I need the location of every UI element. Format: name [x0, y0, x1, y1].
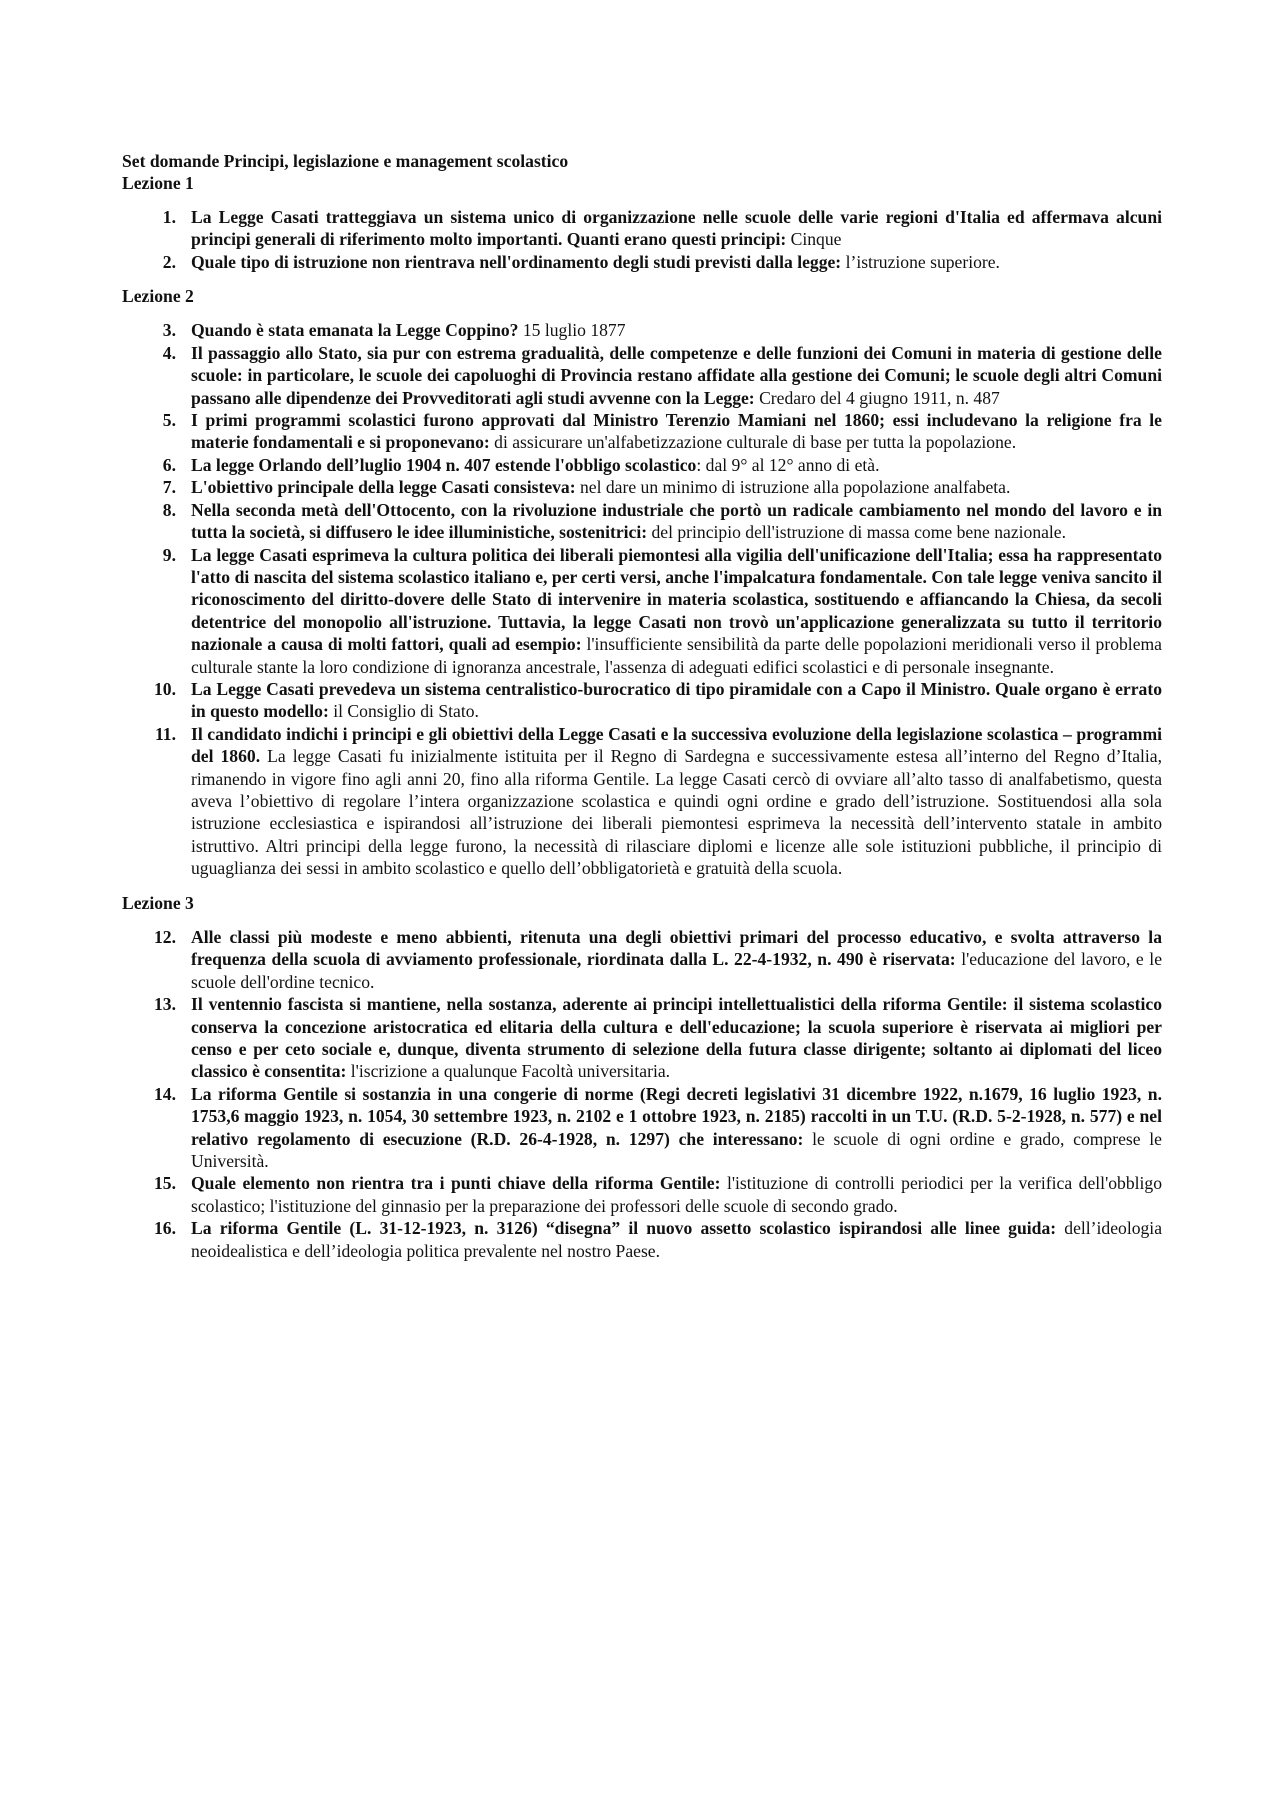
question-number: 9.: [162, 544, 176, 565]
question-number: 12.: [154, 927, 176, 947]
lesson-heading: Lezione 1: [122, 173, 194, 194]
question-text: La legge Casati esprimeva la cultura politica dei liberali piemontesi alla vigilia dell'unificazione dell'Italia; essa ha rappresentato l'atto di nascita del sistema scolastico italiano e, per certi versi, anche l'impalcatura fondamentale. Con tale legge veniva sancito il riconoscimento del diritto-dovere delle Stato di intervenire in materia scolastica, sostituendo e affiancando la Chiesa, da secoli detentrice del monopolio all'istruzione. Tuttavia, la legge Casati non trovò un'applicazione generalizzata su tutto il territorio nazionale a causa di molti fattori, quali ad esempio:: [191, 544, 1162, 655]
question-number: 3.: [162, 320, 176, 341]
question-text: Il candidato indichi i principi e gli obiettivi della Legge Casati e la successiva evoluzione della legislazione scolastica – programmi del 1860.: [191, 723, 1162, 767]
question-text: Il passaggio allo Stato, sia pur con estrema gradualità, delle competenze e delle funzioni dei Comuni in materia di gestione delle scuole: in particolare, le scuole dei capoluoghi di Provincia restano affidate alla gestione dei Comuni; le scuole degli altri Comuni passano alle dipendenze dei Provveditorati agli studi avvenne con la Legge:: [191, 342, 1162, 408]
question-item: [122, 206, 1162, 251]
question-text: Il ventennio fascista si mantiene, nella sostanza, aderente ai principi intellettualistici della riforma Gentile: il sistema scolastico conserva la concezione aristocratica ed elitaria della cultura e dell'educazione; la scuola superiore è riservata ai migliori per censo e per ceto sociale e, dunque, diventa strumento di selezione della futura classe dirigente; soltanto ai diplomati del liceo classico è consentita:: [191, 994, 1162, 1082]
question-text: Nella seconda metà dell'Ottocento, con la rivoluzione industriale che portò un radicale cambiamento nel mondo del lavoro e in tutta la società, si diffusero le idee illuministiche, sostenitrici:: [191, 499, 1162, 543]
question-item: [122, 544, 1162, 678]
question-number: 8.: [162, 499, 176, 520]
question-number: 14.: [154, 1083, 176, 1104]
question-number: 1.: [162, 206, 176, 227]
question-text: Alle classi più modeste e meno abbienti, ritenuta una degli obiettivi primari del processo educativo, e svolta attraverso la frequenza della scuola di avviamento professionale, riordinata dalla L. 22-4-1932, n. 490 è riservata:: [191, 927, 1162, 970]
question-number: 11.: [154, 723, 176, 744]
question-list: [122, 319, 1162, 879]
question-text: La riforma Gentile si sostanzia in una congerie di norme (Regi decreti legislativi 31 dicembre 1922, n.1679, 16 luglio 1923, n. 1753,6 maggio 1923, n. 1054, 30 settembre 1923, n. 2102 e 1 ottobre 1923, n. 2185) raccolti in un T.U. (R.D. 5-2-1928, n. 577) e nel relativo regolamento di esecuzione (R.D. 26-4-1928, n. 1297) che interessano:: [191, 1083, 1162, 1149]
question-list: [122, 926, 1162, 1262]
question-item: [122, 1172, 1162, 1217]
answer-text: 15 luglio 1877: [518, 320, 626, 341]
answer-text: Cinque: [786, 229, 842, 250]
question-item: [122, 678, 1162, 723]
question-list: [122, 206, 1162, 273]
question-text: La legge Orlando dell’luglio 1904 n. 407 estende l'obbligo scolastico: [191, 454, 697, 475]
question-number: 10.: [154, 678, 176, 699]
question-item: [122, 251, 1162, 273]
question-number: 7.: [162, 477, 176, 498]
question-item: [122, 342, 1162, 409]
question-text: Quale elemento non rientra tra i punti chiave della riforma Gentile:: [191, 1173, 721, 1194]
question-item: [122, 499, 1162, 544]
answer-text: di assicurare un'alfabetizzazione culturale di base per tutta la popolazione.: [489, 432, 1017, 453]
question-text: L'obiettivo principale della legge Casati consisteva:: [191, 477, 576, 498]
question-item: [122, 723, 1162, 880]
question-number: 4.: [162, 342, 176, 363]
question-text: La riforma Gentile (L. 31-12-1923, n. 3126) “disegna” il nuovo assetto scolastico ispirandosi alle linee guida:: [191, 1218, 1057, 1239]
answer-text: : dal 9° al 12° anno di età.: [696, 454, 880, 475]
question-item: [122, 1217, 1162, 1262]
question-number: 13.: [154, 994, 176, 1015]
question-number: 2.: [162, 251, 176, 272]
lesson-heading: Lezione 2: [122, 286, 194, 307]
answer-text: l'educazione del lavoro, e le scuole dell'ordine tecnico.: [191, 949, 1163, 992]
question-item: [122, 926, 1162, 993]
question-number: 5.: [162, 410, 176, 431]
answer-text: l'insufficiente sensibilità da parte delle popolazioni meridionali verso il problema culturale stante la loro condizione di ignoranza ancestrale, l'assenza di adeguati edifici scolastici e di personale insegnante.: [191, 634, 1162, 677]
question-item: [122, 993, 1162, 1083]
answer-text: del principio dell'istruzione di massa come bene nazionale.: [647, 522, 1067, 543]
question-text: Quando è stata emanata la Legge Coppino?: [191, 320, 519, 341]
answer-text: il Consiglio di Stato.: [328, 701, 479, 722]
document-title: Set domande Principi, legislazione e management scolastico: [122, 151, 569, 171]
question-item: [122, 476, 1162, 498]
question-number: 16.: [154, 1218, 176, 1239]
answer-text: le scuole di ogni ordine e grado, comprese le Università.: [191, 1128, 1162, 1172]
answer-text: l'istituzione di controlli periodici per la verifica dell'obbligo scolastico; l'istituzione del ginnasio per la preparazione dei professori delle scuole di secondo grado.: [191, 1173, 1162, 1216]
question-text: I primi programmi scolastici furono approvati dal Ministro Terenzio Mamiani nel 1860; essi includevano la religione fra le materie fondamentali e si proponevano:: [191, 410, 1162, 453]
answer-text: dell’ideologia neoidealistica e dell’ideologia politica prevalente nel nostro Paese.: [191, 1218, 1163, 1261]
question-text: La Legge Casati tratteggiava un sistema unico di organizzazione nelle scuole delle varie regioni d'Italia ed affermava alcuni principi generali di riferimento molto importanti. Quanti erano questi principi:: [191, 206, 1162, 250]
question-item: [122, 409, 1162, 454]
lesson-heading: Lezione 3: [122, 892, 194, 913]
answer-text: nel dare un minimo di istruzione alla popolazione analfabeta.: [575, 477, 1011, 498]
answer-text: La legge Casati fu inizialmente istituita per il Regno di Sardegna e successivamente estesa all’interno del Regno d’Italia, rimanendo in vigore fino agli anni 20, fino alla riforma Gentile. La legge Casati cercò di ovviare all’alto tasso di analfabetismo, questa aveva l’obiettivo di regolare l’intera organizzazione scolastica e quindi ogni ordine e grado dell’istruzione. Sostituendosi alla sola istruzione ecclesiastica e ispirandosi all’istruzione dei liberali piemontesi esprimeva la necessità dell’intervento statale in ambito istruttivo. Altri principi della legge furono, la necessità di rilasciare diplomi e licenze alle sole istituzioni pubbliche, il principio di uguaglianza dei sessi in ambito scolastico e quello dell’obbligatorietà e gratuità della scuola.: [191, 746, 1163, 879]
document-page: [122, 150, 1162, 1262]
answer-text: l’istruzione superiore.: [841, 251, 1000, 272]
question-text: Quale tipo di istruzione non rientrava nell'ordinamento degli studi previsti dalla legge:: [191, 251, 842, 272]
question-number: 15.: [154, 1173, 176, 1194]
question-number: 6.: [162, 454, 176, 475]
question-text: La Legge Casati prevedeva un sistema centralistico-burocratico di tipo piramidale con a Capo il Ministro. Quale organo è errato in questo modello:: [191, 678, 1162, 722]
question-item: [122, 319, 1162, 341]
answer-text: l'iscrizione a qualunque Facoltà universitaria.: [346, 1061, 671, 1082]
answer-text: Credaro del 4 giugno 1911, n. 487: [754, 387, 1000, 408]
question-item: [122, 1083, 1162, 1173]
question-item: [122, 454, 1162, 476]
